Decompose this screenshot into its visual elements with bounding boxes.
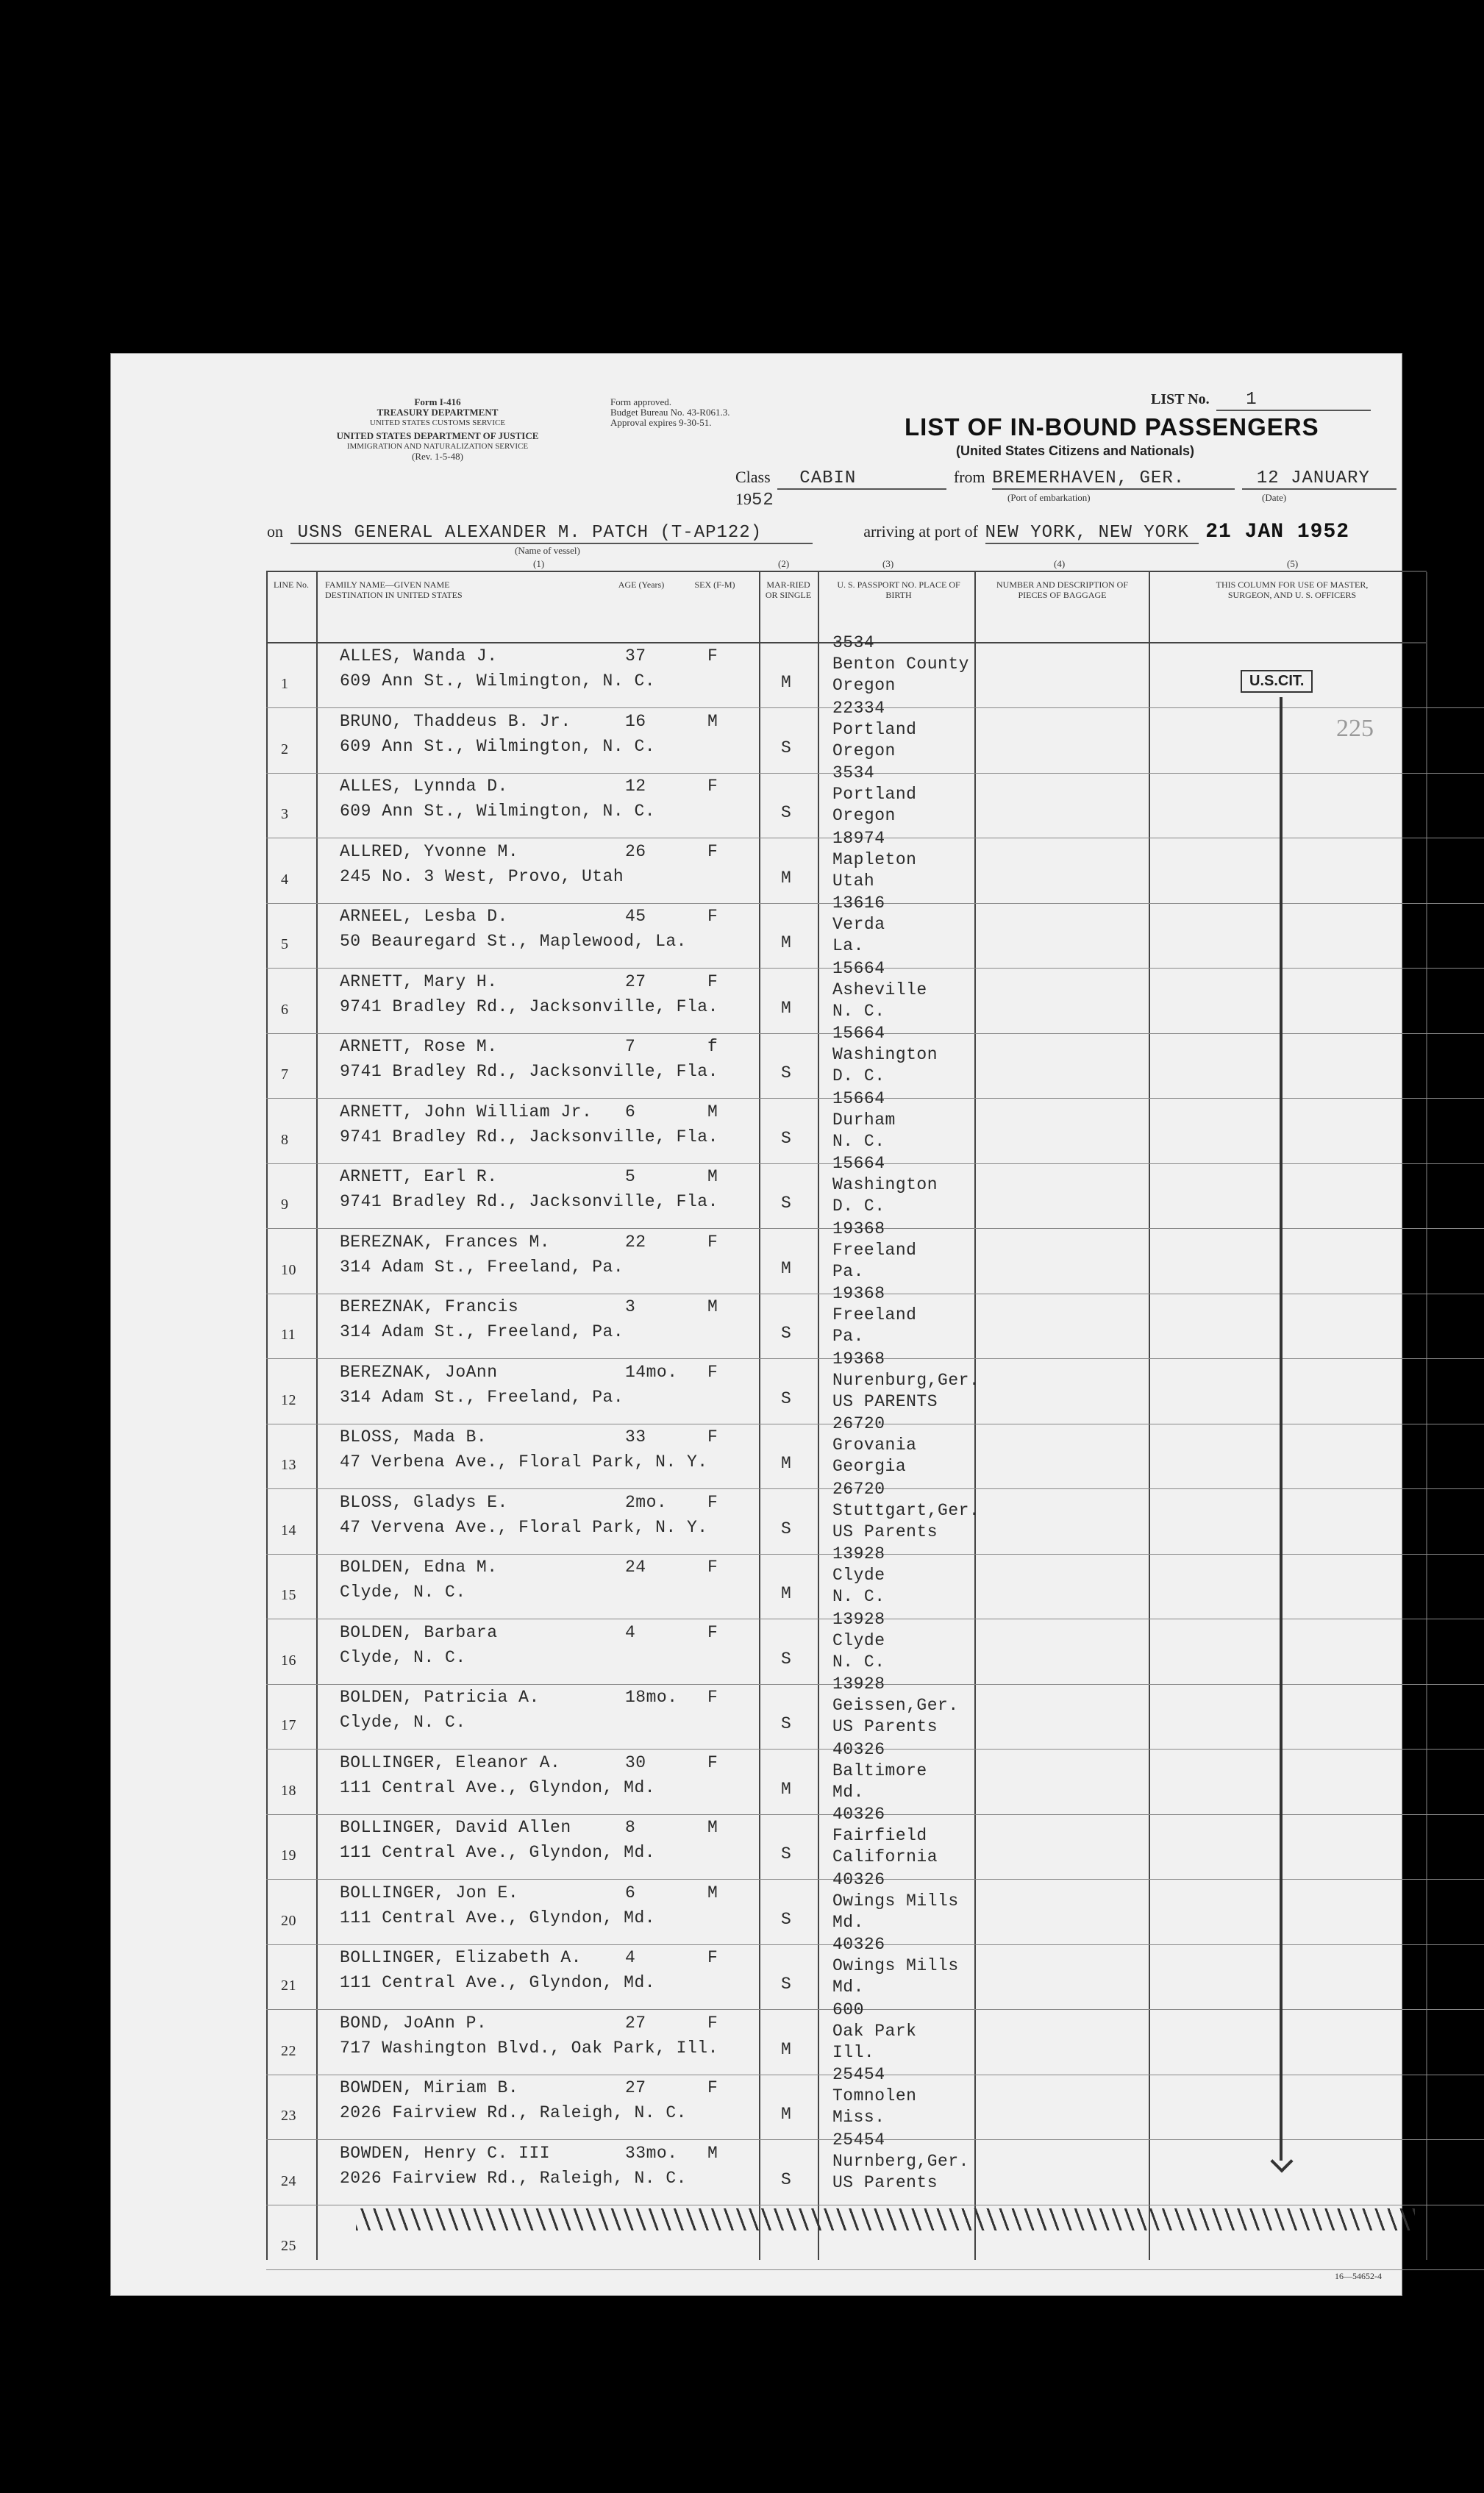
birthplace-city: Fairfield — [832, 1826, 927, 1845]
passenger-name: BOLLINGER, Jon E. — [340, 1883, 519, 1902]
birthplace-region: US PARENTS — [832, 1391, 938, 1411]
destination-address: 9741 Bradley Rd., Jacksonville, Fla. — [340, 1192, 718, 1211]
marital-status: S — [781, 1909, 792, 1929]
year-value: 52 — [752, 491, 774, 510]
col-num: (5) — [1287, 558, 1299, 569]
birthplace-city: Oak Park — [832, 2021, 917, 2041]
passport-number: 15664 — [832, 1024, 885, 1043]
sex-value: F — [707, 1427, 718, 1447]
form-header-left — [265, 397, 610, 462]
approval-line: Budget Bureau No. 43-R061.3. — [610, 407, 730, 418]
birthplace-region: US Parents — [832, 1717, 938, 1736]
destination-address: 717 Washington Blvd., Oak Park, Ill. — [340, 2038, 718, 2058]
passport-number: 15664 — [832, 1088, 885, 1108]
marital-status: M — [781, 673, 792, 692]
birthplace-city: Washington — [832, 1045, 938, 1064]
birthplace-city: Owings Mills — [832, 1891, 959, 1911]
destination-address: 111 Central Ave., Glyndon, Md. — [340, 1973, 656, 1992]
approval-block — [610, 397, 802, 428]
age-value: 22 — [625, 1232, 646, 1252]
birthplace-region: Oregon — [832, 741, 896, 760]
sex-value: F — [707, 1558, 718, 1577]
birthplace-city: Clyde — [832, 1630, 885, 1650]
passport-number: 19368 — [832, 1349, 885, 1369]
age-value: 12 — [625, 777, 646, 796]
age-value: 27 — [625, 971, 646, 991]
line-number: 4 — [281, 871, 289, 888]
passenger-name: BEREZNAK, Francis — [340, 1297, 519, 1316]
passenger-name: BOLDEN, Edna M. — [340, 1558, 498, 1577]
passport-number: 18974 — [832, 828, 885, 848]
date-caption: (Date) — [1262, 492, 1287, 503]
destination-address: 9741 Bradley Rd., Jacksonville, Fla. — [340, 1127, 718, 1146]
birthplace-region: D. C. — [832, 1066, 885, 1085]
line-number: 10 — [281, 1261, 296, 1278]
birthplace-region: N. C. — [832, 1587, 885, 1606]
stamp-number: 225 — [1336, 715, 1374, 742]
marital-status: M — [781, 868, 792, 888]
line-number: 7 — [281, 1066, 289, 1083]
birthplace-region: La. — [832, 936, 864, 955]
passport-number: 40326 — [832, 1869, 885, 1889]
vessel-name: USNS GENERAL ALEXANDER M. PATCH (T-AP122) — [290, 523, 813, 544]
col-age: AGE (Years) — [618, 579, 665, 590]
sex-value: M — [707, 711, 718, 731]
sex-value: M — [707, 1167, 718, 1186]
birthplace-city: Freeland — [832, 1305, 917, 1324]
age-value: 5 — [625, 1167, 636, 1186]
passport-number: 15664 — [832, 958, 885, 978]
birthplace-city: Verda — [832, 915, 885, 934]
line-number: 18 — [281, 1782, 296, 1799]
passport-number: 40326 — [832, 1935, 885, 1954]
destination-address: 47 Verbena Ave., Floral Park, N. Y. — [340, 1452, 708, 1472]
approval-line: Approval expires 9-30-51. — [610, 417, 712, 428]
age-value: 26 — [625, 841, 646, 861]
line-number: 12 — [281, 1391, 296, 1408]
marital-status: M — [781, 998, 792, 1018]
birthplace-city: Clyde — [832, 1566, 885, 1585]
approval-line: Form approved. — [610, 396, 672, 407]
passenger-name: BEREZNAK, Frances M. — [340, 1232, 551, 1252]
destination-address: Clyde, N. C. — [340, 1713, 466, 1732]
destination-address: 609 Ann St., Wilmington, N. C. — [340, 736, 656, 756]
age-value: 7 — [625, 1037, 636, 1056]
table-row — [266, 698, 1484, 774]
destination-address: 111 Central Ave., Glyndon, Md. — [340, 1908, 656, 1927]
birthplace-city: Nurenburg,Ger. — [832, 1370, 980, 1390]
line-number: 1 — [281, 676, 289, 692]
line-number: 2 — [281, 741, 289, 757]
age-value: 6 — [625, 1102, 636, 1121]
destination-address: 50 Beauregard St., Maplewood, La. — [340, 932, 687, 951]
passport-number: 19368 — [832, 1219, 885, 1238]
ins-service: IMMIGRATION AND NATURALIZATION SERVICE — [346, 442, 529, 451]
passport-number: 25454 — [832, 2065, 885, 2084]
line-number: 8 — [281, 1131, 289, 1148]
passenger-name: BLOSS, Mada B. — [340, 1427, 488, 1447]
sex-value: F — [707, 1362, 718, 1382]
sex-value: F — [707, 1492, 718, 1512]
destination-address: Clyde, N. C. — [340, 1583, 466, 1602]
destination-address: Clyde, N. C. — [340, 1647, 466, 1667]
class-label: Class — [735, 468, 771, 486]
line-number: 9 — [281, 1196, 289, 1213]
passenger-name: ARNETT, Earl R. — [340, 1167, 498, 1186]
birthplace-city: Portland — [832, 719, 917, 739]
marital-status: M — [781, 933, 792, 952]
birthplace-region: Georgia — [832, 1457, 907, 1476]
birthplace-city: Durham — [832, 1110, 896, 1130]
line-number: 13 — [281, 1457, 296, 1473]
birthplace-city: Mapleton — [832, 849, 917, 869]
birthplace-region: Ill. — [832, 2042, 875, 2062]
marital-status: S — [781, 1975, 792, 1994]
passenger-name: BOWDEN, Miriam B. — [340, 2078, 519, 2097]
birthplace-region: US Parents — [832, 1522, 938, 1541]
destination-address: 2026 Fairview Rd., Raleigh, N. C. — [340, 2168, 687, 2188]
sex-value: f — [707, 1037, 718, 1056]
birthplace-region: Md. — [832, 1782, 864, 1802]
passenger-table — [266, 571, 1427, 2260]
col-line-no: LINE No. — [274, 579, 309, 590]
col-name: FAMILY NAME—GIVEN NAME DESTINATION IN UNITED STATES — [325, 579, 463, 600]
destination-address: 609 Ann St., Wilmington, N. C. — [340, 802, 656, 821]
arriving-label: arriving at port of — [863, 522, 979, 541]
age-value: 33mo. — [625, 2143, 678, 2163]
marital-status: S — [781, 1519, 792, 1538]
revision: (Rev. 1-5-48) — [412, 451, 463, 462]
sex-value: F — [707, 1948, 718, 1967]
sex-value: F — [707, 1688, 718, 1707]
col-num: (1) — [533, 558, 545, 569]
line-number: 6 — [281, 1001, 289, 1018]
marital-status: M — [781, 1258, 792, 1278]
sex-value: F — [707, 1232, 718, 1252]
sex-value: M — [707, 2143, 718, 2163]
passport-number: 13616 — [832, 894, 885, 913]
age-value: 8 — [625, 1818, 636, 1837]
age-value: 4 — [625, 1948, 636, 1967]
marital-status: S — [781, 1714, 792, 1733]
sex-value: F — [707, 777, 718, 796]
birthplace-region: Oregon — [832, 806, 896, 825]
destination-address: 314 Adam St., Freeland, Pa. — [340, 1387, 624, 1407]
destination-address: 609 Ann St., Wilmington, N. C. — [340, 671, 656, 691]
age-value: 27 — [625, 2078, 646, 2097]
passenger-name: BLOSS, Gladys E. — [340, 1492, 508, 1512]
age-value: 6 — [625, 1883, 636, 1902]
line-number: 14 — [281, 1522, 296, 1538]
passport-number: 22334 — [832, 698, 885, 718]
passport-number: 3534 — [832, 633, 875, 652]
passenger-name: BOLDEN, Barbara — [340, 1622, 498, 1642]
age-value: 45 — [625, 907, 646, 926]
passenger-name: ARNETT, John William Jr. — [340, 1102, 593, 1121]
passport-number: 13928 — [832, 1609, 885, 1629]
cancel-hatching — [356, 2208, 1415, 2230]
sex-value: F — [707, 2013, 718, 2033]
marital-status: M — [781, 1454, 792, 1473]
embarkation-port: BREMERHAVEN, GER. — [992, 468, 1235, 490]
footer-code: 16—54652-4 — [1335, 2271, 1382, 2281]
age-value: 33 — [625, 1427, 646, 1447]
marital-status: S — [781, 2169, 792, 2189]
destination-address: 9741 Bradley Rd., Jacksonville, Fla. — [340, 996, 718, 1016]
age-value: 37 — [625, 646, 646, 666]
marital-status: S — [781, 1324, 792, 1343]
marital-status: S — [781, 1194, 792, 1213]
sex-value: F — [707, 2078, 718, 2097]
class-line — [735, 468, 1441, 510]
destination-address: 314 Adam St., Freeland, Pa. — [340, 1257, 624, 1277]
from-label: from — [953, 468, 985, 486]
age-value: 4 — [625, 1622, 636, 1642]
list-label: LIST No. — [1151, 391, 1210, 407]
col-passport: U. S. PASSPORT NO. PLACE OF BIRTH — [837, 579, 960, 600]
birthplace-region: Md. — [832, 1912, 864, 1932]
marital-status: M — [781, 1584, 792, 1603]
passenger-name: BOLLINGER, Elizabeth A. — [340, 1948, 582, 1967]
line-number: 5 — [281, 936, 289, 952]
birthplace-region: D. C. — [832, 1196, 885, 1216]
sex-value: M — [707, 1102, 718, 1121]
destination-address: 111 Central Ave., Glyndon, Md. — [340, 1777, 656, 1797]
birthplace-city: Geissen,Ger. — [832, 1696, 959, 1715]
passport-number: 13928 — [832, 1544, 885, 1563]
passport-number: 15664 — [832, 1154, 885, 1173]
justice-dept: UNITED STATES DEPARTMENT OF JUSTICE — [336, 430, 539, 441]
sex-value: F — [707, 841, 718, 861]
table-row — [266, 2130, 1484, 2205]
marital-status: S — [781, 1388, 792, 1408]
marital-status: S — [781, 803, 792, 822]
birthplace-region: US Parents — [832, 2172, 938, 2192]
passenger-name: ALLES, Lynnda D. — [340, 777, 508, 796]
list-number — [1151, 390, 1371, 411]
birthplace-region: Oregon — [832, 676, 896, 695]
passenger-name: ARNEEL, Lesba D. — [340, 907, 508, 926]
birthplace-region: Miss. — [832, 2108, 885, 2127]
line-number: 3 — [281, 806, 289, 822]
vessel-caption: (Name of vessel) — [515, 545, 580, 556]
passenger-name: BOLLINGER, Eleanor A. — [340, 1752, 561, 1772]
birthplace-region: N. C. — [832, 1001, 885, 1021]
passenger-name: ARNETT, Mary H. — [340, 971, 498, 991]
arrival-date-stamp: 21 JAN 1952 — [1205, 521, 1350, 543]
year-prefix: 19 — [735, 490, 752, 508]
vessel-line — [267, 521, 1414, 544]
marital-status: M — [781, 2039, 792, 2059]
sex-value: M — [707, 1297, 718, 1316]
passport-number: 600 — [832, 2000, 864, 2019]
passport-number: 19368 — [832, 1284, 885, 1303]
birthplace-region: Utah — [832, 871, 875, 891]
destination-address: 314 Adam St., Freeland, Pa. — [340, 1322, 624, 1341]
on-label: on — [267, 522, 283, 541]
birthplace-city: Portland — [832, 785, 917, 804]
destination-address: 245 No. 3 West, Provo, Utah — [340, 866, 624, 886]
sex-value: F — [707, 971, 718, 991]
passport-number: 26720 — [832, 1479, 885, 1499]
line-number: 23 — [281, 2108, 296, 2124]
line-number: 24 — [281, 2172, 296, 2189]
row-rule — [266, 2269, 1484, 2270]
passenger-name: ARNETT, Rose M. — [340, 1037, 498, 1056]
passenger-name: BOLLINGER, David Allen — [340, 1818, 571, 1837]
col-num: (3) — [882, 558, 894, 569]
line-number: 17 — [281, 1717, 296, 1733]
customs-service: UNITED STATES CUSTOMS SERVICE — [369, 418, 506, 427]
birthplace-region: Pa. — [832, 1261, 864, 1281]
line-number: 20 — [281, 1912, 296, 1929]
line-number: 11 — [281, 1327, 296, 1343]
col-baggage: NUMBER AND DESCRIPTION OF PIECES OF BAGGAGE — [996, 579, 1129, 600]
birthplace-city: Owings Mills — [832, 1956, 959, 1975]
embarkation-date: 12 JANUARY — [1242, 468, 1396, 490]
sex-value: F — [707, 1752, 718, 1772]
passport-number: 40326 — [832, 1805, 885, 1824]
birthplace-region: N. C. — [832, 1131, 885, 1151]
age-value: 14mo. — [625, 1362, 678, 1382]
passenger-name: BOND, JoAnn P. — [340, 2013, 488, 2033]
passport-number: 25454 — [832, 2130, 885, 2150]
passenger-name: BOWDEN, Henry C. III — [340, 2143, 551, 2163]
col-sex: SEX (F-M) — [694, 579, 735, 590]
col-officers: THIS COLUMN FOR USE OF MASTER, SURGEON, AND U. S. OFFICERS — [1216, 579, 1369, 600]
passenger-name: ALLRED, Yvonne M. — [340, 841, 519, 861]
age-value: 2mo. — [625, 1492, 668, 1512]
passenger-name: BOLDEN, Patricia A. — [340, 1688, 540, 1707]
passenger-name: BEREZNAK, JoAnn — [340, 1362, 498, 1382]
passport-number: 3534 — [832, 763, 875, 782]
line-number: 15 — [281, 1587, 296, 1603]
sex-value: M — [707, 1883, 718, 1902]
col-num: (4) — [1054, 558, 1066, 569]
sex-value: M — [707, 1818, 718, 1837]
class-value: CABIN — [777, 468, 946, 490]
form-number: Form I-416 — [414, 396, 461, 407]
col-num: (2) — [778, 558, 790, 569]
birthplace-city: Freeland — [832, 1240, 917, 1260]
birthplace-region: California — [832, 1847, 938, 1866]
marital-status: S — [781, 1649, 792, 1669]
birthplace-city: Tomnolen — [832, 2086, 917, 2105]
port-caption: (Port of embarkation) — [1007, 492, 1091, 503]
line-number: 16 — [281, 1652, 296, 1669]
destination-address: 2026 Fairview Rd., Raleigh, N. C. — [340, 2103, 687, 2122]
passenger-name: BRUNO, Thaddeus B. Jr. — [340, 711, 571, 731]
passport-number: 26720 — [832, 1414, 885, 1433]
passport-number: 40326 — [832, 1739, 885, 1759]
birthplace-city: Nurnberg,Ger. — [832, 2151, 969, 2171]
birthplace-city: Washington — [832, 1175, 938, 1194]
line-number: 22 — [281, 2042, 296, 2059]
destination-address: 111 Central Ave., Glyndon, Md. — [340, 1843, 656, 1862]
marital-status: S — [781, 738, 792, 757]
col-married: MAR-RIED OR SINGLE — [765, 579, 812, 600]
arrival-port: NEW YORK, NEW YORK — [985, 523, 1199, 544]
marital-status: S — [781, 1128, 792, 1148]
marital-status: M — [781, 1779, 792, 1799]
birthplace-city: Baltimore — [832, 1761, 927, 1780]
age-value: 24 — [625, 1558, 646, 1577]
sex-value: F — [707, 646, 718, 666]
birthplace-city: Stuttgart,Ger. — [832, 1500, 980, 1520]
line-number: 19 — [281, 1847, 296, 1863]
us-cit-stamp: U.S.CIT. — [1241, 670, 1313, 693]
birthplace-region: N. C. — [832, 1652, 885, 1672]
sex-value: F — [707, 1622, 718, 1642]
marital-status: S — [781, 1063, 792, 1083]
age-value: 27 — [625, 2013, 646, 2033]
age-value: 3 — [625, 1297, 636, 1316]
marital-status: M — [781, 2105, 792, 2124]
sex-value: F — [707, 907, 718, 926]
continuation-arrow — [1280, 697, 1283, 2161]
birthplace-region: Md. — [832, 1977, 864, 1997]
age-value: 18mo. — [625, 1688, 678, 1707]
page-subtitle: (United States Citizens and Nationals) — [956, 443, 1195, 458]
line-number: 25 — [281, 2238, 296, 2254]
list-no-value: 1 — [1216, 390, 1371, 411]
table-row — [266, 1935, 1484, 2010]
page-title: LIST OF IN-BOUND PASSENGERS — [905, 413, 1319, 441]
birthplace-city: Benton County — [832, 655, 969, 674]
age-value: 16 — [625, 711, 646, 731]
marital-status: S — [781, 1844, 792, 1863]
destination-address: 9741 Bradley Rd., Jacksonville, Fla. — [340, 1062, 718, 1081]
line-number: 21 — [281, 1977, 296, 1994]
passport-number: 13928 — [832, 1675, 885, 1694]
age-value: 30 — [625, 1752, 646, 1772]
birthplace-city: Grovania — [832, 1435, 917, 1455]
birthplace-region: Pa. — [832, 1327, 864, 1346]
treasury-dept: TREASURY DEPARTMENT — [377, 407, 499, 418]
birthplace-city: Asheville — [832, 980, 927, 999]
destination-address: 47 Vervena Ave., Floral Park, N. Y. — [340, 1517, 708, 1537]
passenger-name: ALLES, Wanda J. — [340, 646, 498, 666]
